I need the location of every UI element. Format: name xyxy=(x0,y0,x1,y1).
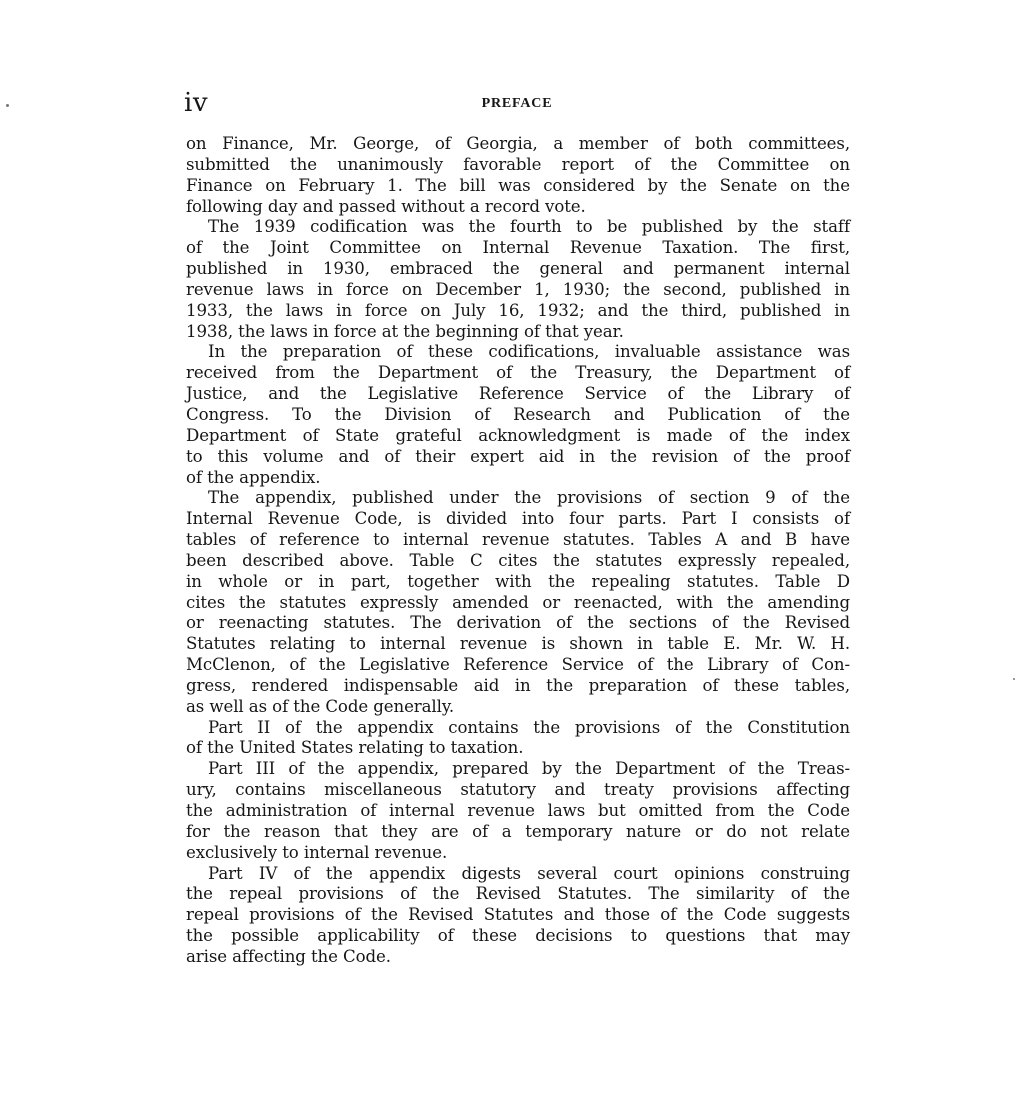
text-line: for the reason that they are of a temporary nature or do not relate xyxy=(186,821,850,841)
text-line: as well as of the Code generally. xyxy=(186,696,455,716)
paragraph xyxy=(186,718,850,760)
text-line: The appendix, published under the provisions of section 9 of the xyxy=(208,488,850,508)
text-line: Department of State grateful acknowledgment is made of the index xyxy=(186,425,850,445)
text-line: exclusively to internal revenue. xyxy=(186,842,448,862)
body-text xyxy=(186,134,850,968)
paragraph xyxy=(186,759,850,863)
running-head: PREFACE xyxy=(481,96,553,111)
text-line: of the Joint Committee on Internal Revenue Taxation. The first, xyxy=(186,238,850,258)
paragraph xyxy=(186,217,850,342)
text-line: revenue laws in force on December 1, 1930; the second, published in xyxy=(186,279,850,299)
text-line: of the appendix. xyxy=(186,467,321,487)
text-line: on Finance, Mr. George, of Georgia, a member of both committees, xyxy=(186,134,850,153)
text-line: or reenacting statutes. The derivation of the sections of the Revised xyxy=(186,613,850,633)
text-line: published in 1930, embraced the general and permanent internal xyxy=(186,259,850,279)
text-line: Part II of the appendix contains the provisions of the Constitution xyxy=(208,717,850,737)
text-line: Justice, and the Legislative Reference Service of the Library of xyxy=(186,384,850,404)
scan-speck xyxy=(1013,678,1015,680)
text-line: 1938, the laws in force at the beginning of that year. xyxy=(186,321,624,341)
text-line: repeal provisions of the Revised Statutes and those of the Code suggests xyxy=(186,905,850,925)
paragraph xyxy=(186,342,850,488)
paragraph xyxy=(186,134,850,217)
text-line: arise affecting the Code. xyxy=(186,946,391,966)
text-line: 1933, the laws in force on July 16, 1932; and the third, published in xyxy=(186,300,850,320)
scan-speck xyxy=(6,104,9,107)
text-line: Part III of the appendix, prepared by the Department of the Treas- xyxy=(208,759,850,779)
page-number: iv xyxy=(184,88,209,118)
page-header xyxy=(184,88,850,118)
text-line: Statutes relating to internal revenue is shown in table E. Mr. W. H. xyxy=(186,634,850,654)
text-line: Internal Revenue Code, is divided into four parts. Part I consists of xyxy=(186,509,850,529)
text-line: McClenon, of the Legislative Reference Service of the Library of Con- xyxy=(186,655,850,675)
text-line: In the preparation of these codifications, invaluable assistance was xyxy=(208,342,850,362)
text-line: The 1939 codification was the fourth to be published by the staff xyxy=(208,217,850,237)
text-line: the administration of internal revenue laws but omitted from the Code xyxy=(186,801,850,820)
text-line: the repeal provisions of the Revised Statutes. The similarity of the xyxy=(186,884,850,904)
text-line: received from the Department of the Treasury, the Department of xyxy=(186,363,850,383)
paragraph xyxy=(186,864,850,968)
text-line: gress, rendered indispensable aid in the preparation of these tables, xyxy=(186,675,850,695)
text-line: in whole or in part, together with the repealing statutes. Table D xyxy=(186,571,850,591)
text-line: Part IV of the appendix digests several court opinions construing xyxy=(208,863,850,883)
text-line: ury, contains miscellaneous statutory and treaty provisions affecting xyxy=(186,780,850,800)
text-line: been described above. Table C cites the statutes expressly repealed, xyxy=(186,550,850,570)
text-line: Finance on February 1. The bill was considered by the Senate on the xyxy=(186,175,850,195)
text-line: of the United States relating to taxation. xyxy=(186,738,524,758)
text-line: submitted the unanimously favorable report of the Committee on xyxy=(186,154,850,174)
text-line: the possible applicability of these decisions to questions that may xyxy=(186,926,850,946)
text-line: tables of reference to internal revenue statutes. Tables A and B have xyxy=(186,530,850,550)
text-line: following day and passed without a record vote. xyxy=(186,196,586,216)
text-line: Congress. To the Division of Research and Publication of the xyxy=(186,404,850,424)
text-line: to this volume and of their expert aid in the revision of the proof xyxy=(186,446,850,466)
text-line: cites the statutes expressly amended or reenacted, with the amending xyxy=(186,592,850,612)
paragraph xyxy=(186,488,850,717)
